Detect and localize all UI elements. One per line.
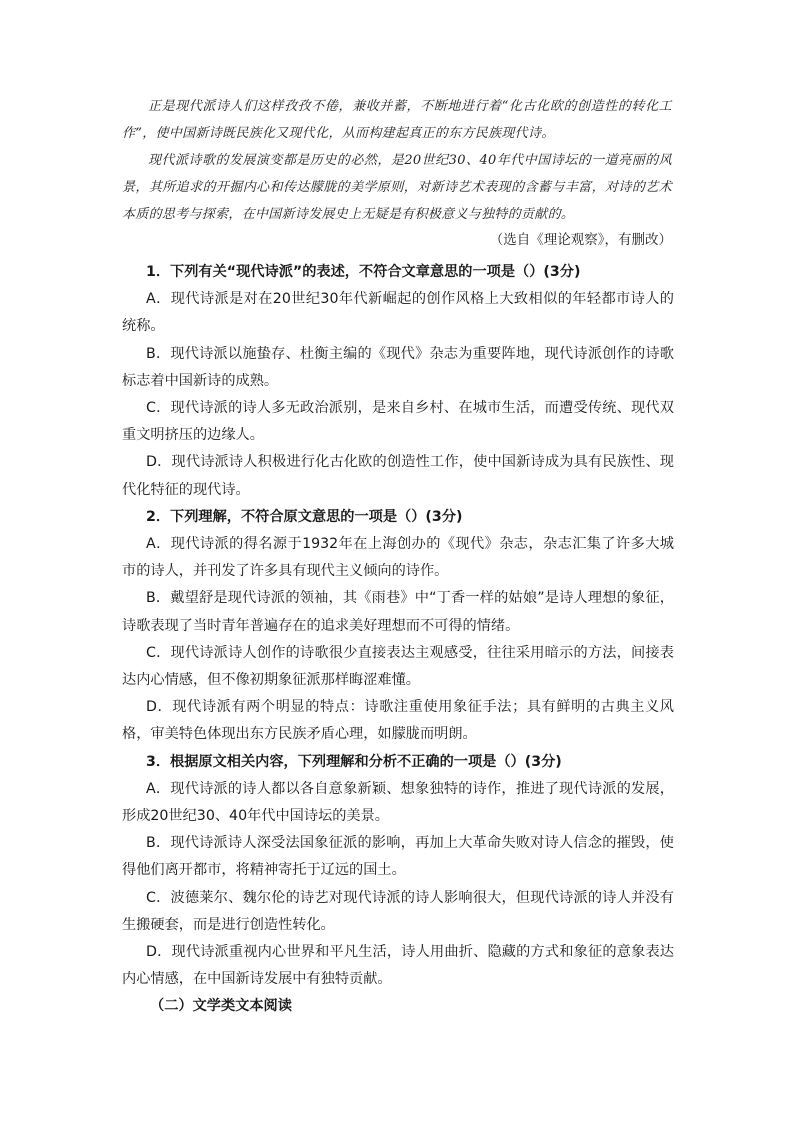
question-3-stem: 3．根据原文相关内容，下列理解和分析不正确的一项是（）(3分) [146, 753, 562, 770]
question-1-option-b: B．现代诗派以施蛰存、杜衡主编的《现代》杂志为重要阵地，现代诗派创作的诗歌标志着中国新诗的成熟。 [122, 345, 674, 389]
passage-paragraph-2: 现代派诗歌的发展演变都是历史的必然，是20世纪30、40年代中国诗坛的一道亮丽的风景，其所追求的开掘内心和传达朦胧的美学原则，对新诗艺术表现的含蓄与丰富，对诗的艺术本质的思考与探索，在中国新诗发展史上无疑是有积极意义与独特的贡献的。 [122, 153, 672, 222]
question-1-option-c: C．现代诗派的诗人多无政治派别，是来自乡村、在城市生活，而遭受传统、现代双重文明挤压的边缘人。 [122, 400, 674, 444]
question-2-stem: 2．下列理解，不符合原文意思的一项是（）(3分) [146, 508, 463, 525]
passage-source: （选自《理论观察》，有删改） [489, 232, 672, 248]
question-1-stem: 1．下列有关“现代诗派”的表述，不符合文章意思的一项是（）(3分) [146, 264, 581, 280]
section-title: （二）文学类文本阅读 [150, 998, 292, 1015]
question-3 [122, 749, 674, 994]
question-1-option-a: A．现代诗派是对在20世纪30年代新崛起的创作风格上大致相似的年轻都市诗人的统称。 [122, 291, 674, 335]
question-2-option-a: A．现代诗派的得名源于1932年在上海创办的《现代》杂志，杂志汇集了许多大城市的诗人，并刊发了许多具有现代主义倾向的诗作。 [122, 536, 674, 580]
question-2 [122, 504, 674, 749]
question-3-option-d: D．现代诗派重视内心世界和平凡生活，诗人用曲折、隐藏的方式和象征的意象表达内心情感，在中国新诗发展中有独特贡献。 [122, 944, 674, 988]
passage-paragraph-1: 正是现代派诗人们这样孜孜不倦，兼收并蓄，不断地进行着“化古化欧的创造性的转化工作”，使中国新诗既民族化又现代化，从而构建起真正的东方民族现代诗。 [122, 99, 672, 141]
question-1 [122, 259, 674, 504]
question-3-option-b: B．现代诗派诗人深受法国象征派的影响，再加上大革命失败对诗人信念的摧毁，使得他们离开都市，将精神寄托于辽远的国土。 [122, 835, 674, 879]
question-3-option-a: A．现代诗派的诗人都以各自意象新颖、想象独特的诗作，推进了现代诗派的发展，形成20世纪30、40年代中国诗坛的美景。 [122, 780, 674, 825]
question-2-option-c: C．现代诗派诗人创作的诗歌很少直接表达主观感受，往往采用暗示的方法，间接表达内心情感，但不像初期象征派那样晦涩难懂。 [122, 644, 674, 689]
questions [122, 259, 674, 1021]
passage [122, 93, 672, 228]
question-3-option-c: C．波德莱尔、魏尔伦的诗艺对现代诗派的诗人影响很大，但现代诗派的诗人并没有生搬硬套，而是进行创造性转化。 [122, 889, 674, 933]
question-1-option-d: D．现代诗派诗人积极进行化古化欧的创造性工作，使中国新诗成为具有民族性、现代化特征的现代诗。 [122, 454, 674, 498]
question-2-option-b: B．戴望舒是现代诗派的领袖，其《雨巷》中“丁香一样的姑娘”是诗人理想的象征，诗歌表现了当时青年普遍存在的追求美好理想而不可得的情绪。 [122, 590, 674, 634]
question-2-option-d: D．现代诗派有两个明显的特点：诗歌注重使用象征手法；具有鲜明的古典主义风格，审美特色体现出东方民族矛盾心理，如朦胧而明朗。 [122, 699, 674, 743]
